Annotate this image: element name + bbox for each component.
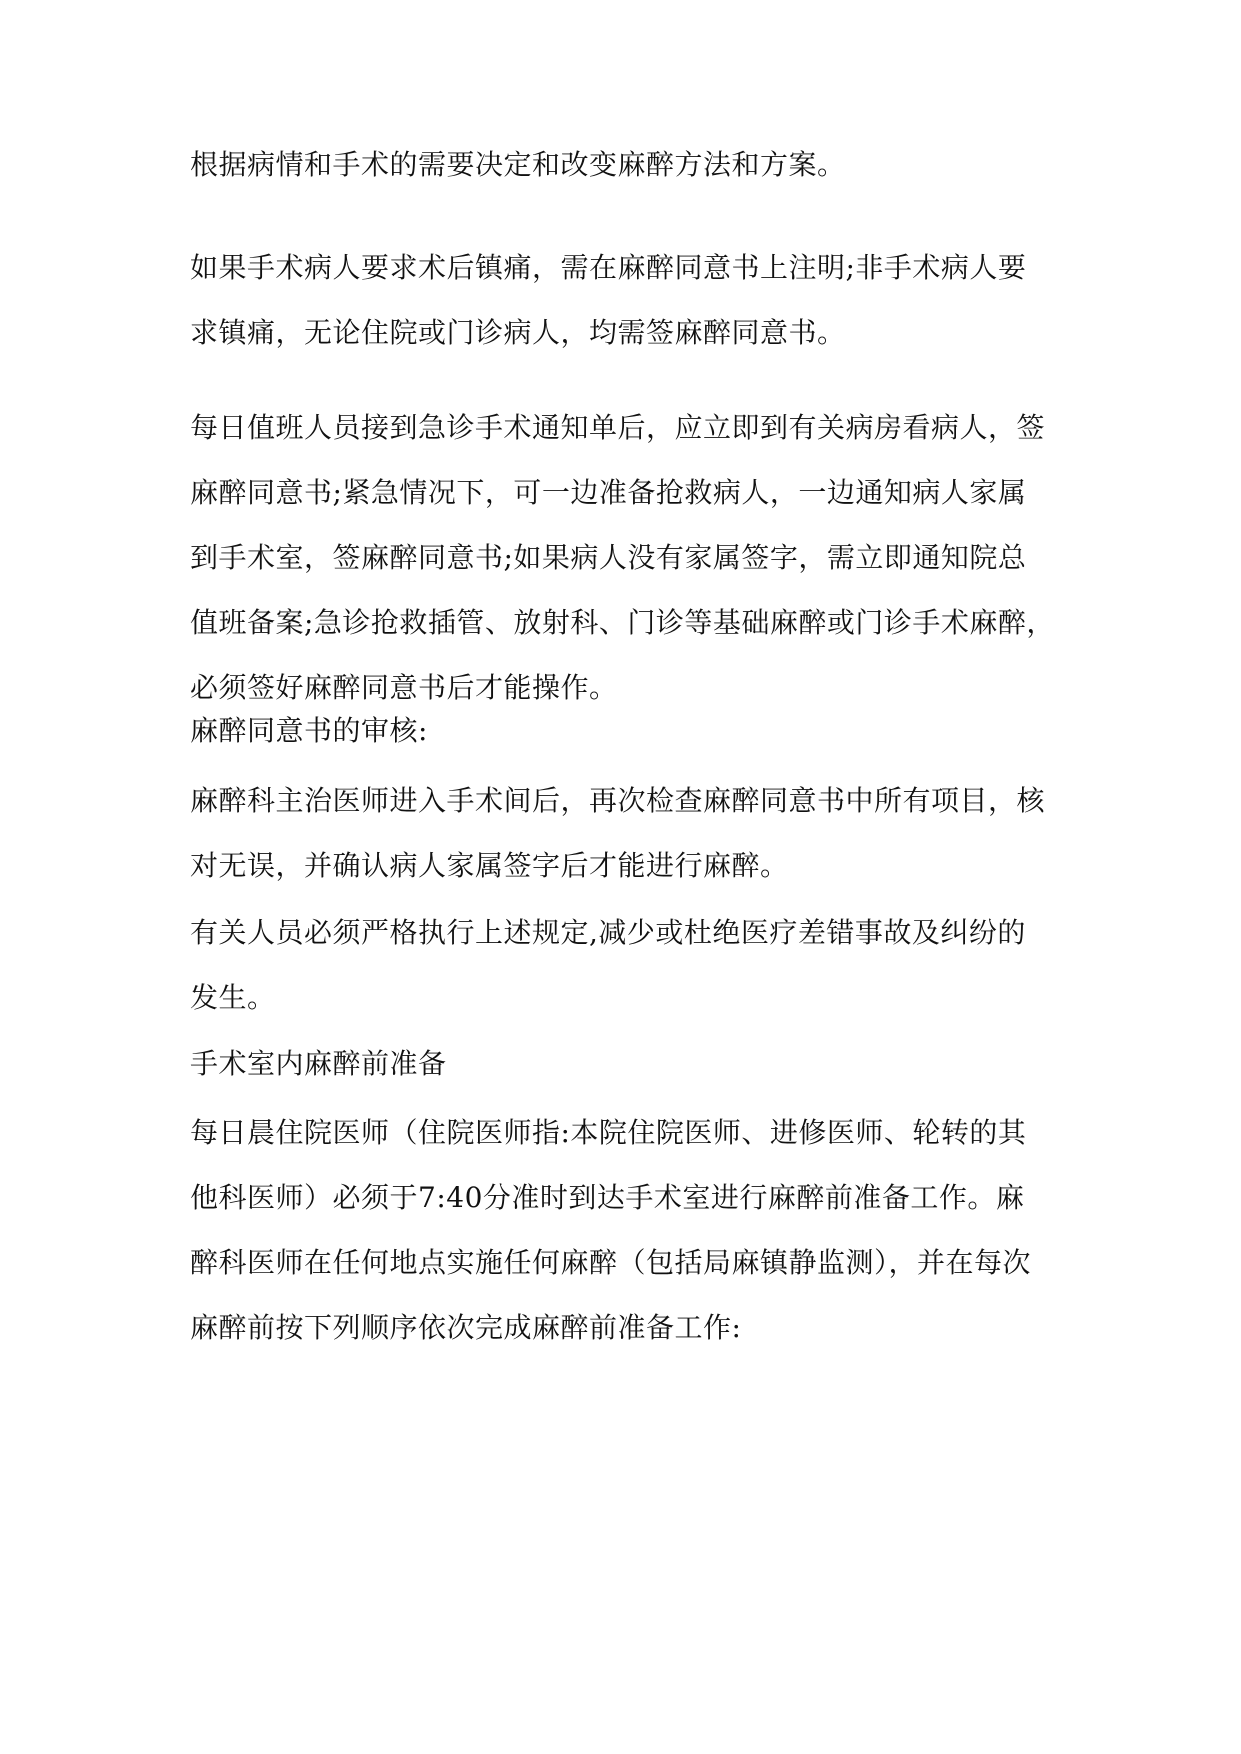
paragraph-anesthesia-plan: 根据病情和手术的需要决定和改变麻醉方法和方案。 [190,148,846,181]
section-heading-consent-review: 麻醉同意书的审核: [190,714,428,747]
paragraph-morning-prep: 每日晨住院医师（住院医师指:本院住院医师、进修医师、轮转的其 他科医师）必须于7:40分准时到达手术室进行麻醉前准备工作。麻 醉科医师在任何地点实施任何麻醉（包括局麻镇静监测），并在每次 麻醉前按下列顺序依次完成麻醉前准备工作: [190,1116,1032,1344]
section-heading-preop-prep: 手术室内麻醉前准备 [190,1047,447,1080]
paragraph-emergency-surgery: 每日值班人员接到急诊手术通知单后，应立即到有关病房看病人，签 麻醉同意书;紧急情况下，可一边准备抢救病人，一边通知病人家属 到手术室，签麻醉同意书;如果病人没有家属签字，需立即通知院总 值班备案;急诊抢救插管、放射科、门诊等基础麻醉或门诊手术麻醉， 必须签好麻醉同意书后才能操作。 [190,411,1055,704]
paragraph-postop-analgesia: 如果手术病人要求术后镇痛，需在麻醉同意书上注明;非手术病人要 求镇痛，无论住院或门诊病人，均需签麻醉同意书。 [190,251,1027,349]
paragraph-compliance: 有关人员必须严格执行上述规定,减少或杜绝医疗差错事故及纠纷的 发生。 [190,916,1026,1014]
paragraph-consent-check: 麻醉科主治医师进入手术间后，再次检查麻醉同意书中所有项目，核 对无误，并确认病人家属签字后才能进行麻醉。 [190,784,1046,882]
